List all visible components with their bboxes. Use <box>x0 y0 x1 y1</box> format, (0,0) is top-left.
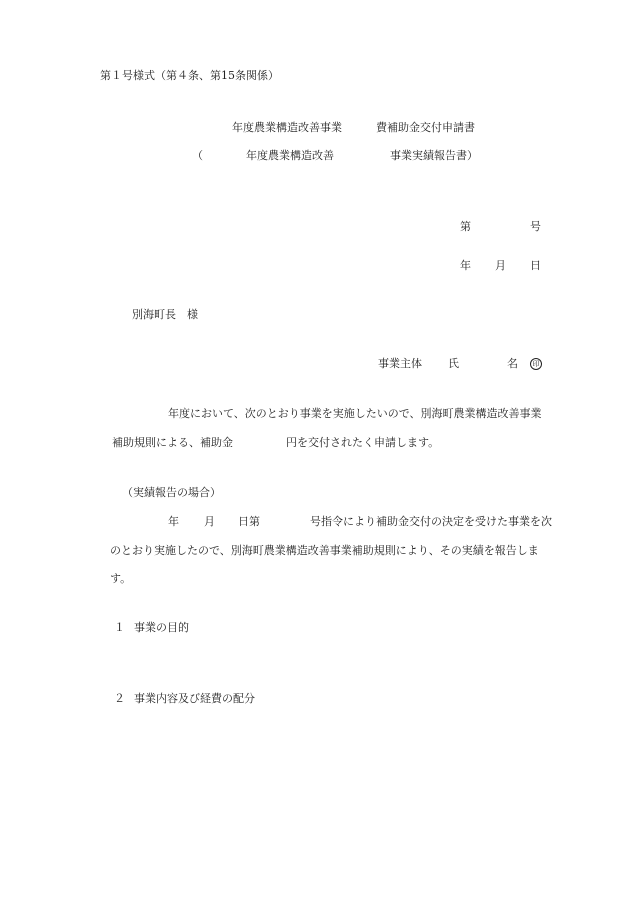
report-line1-day: 日第 <box>238 515 260 528</box>
report-line1-month: 月 <box>204 515 215 528</box>
date-day: 日 <box>530 259 541 272</box>
report-heading: （実績報告の場合） <box>122 486 221 499</box>
seal-mark-label: 印 <box>530 358 542 370</box>
title-line1-part1: 年度農業構造改善事業 <box>232 121 342 134</box>
report-line2: のとおり実施したので、別海町農業構造改善事業補助規則により、その実績を報告しま <box>110 544 539 557</box>
report-line1-year: 年 <box>168 515 179 528</box>
seal-mark-icon <box>530 357 542 370</box>
date-month: 月 <box>495 259 506 272</box>
section-1-number: １ <box>114 621 125 634</box>
title-line1-part2: 費補助金交付申請書 <box>376 121 475 134</box>
title-line2-part2: 事業実績報告書） <box>390 149 478 162</box>
body-line2-part1: 補助規則による、補助金 <box>112 436 233 449</box>
applicant-entity-label: 事業主体 <box>378 357 422 370</box>
title-line2-open-paren: （ <box>192 149 203 162</box>
date-year: 年 <box>460 259 471 272</box>
applicant-name-shi: 氏 <box>448 357 459 370</box>
body-line2-part2: 円を交付されたく申請します。 <box>286 436 440 449</box>
section-2-number: ２ <box>114 692 125 705</box>
body-line1: 年度において、次のとおり事業を実施したいので、別海町農業構造改善事業 <box>168 407 542 420</box>
form-label: 第１号様式（第４条、第15条関係） <box>100 69 279 82</box>
title-line2-part1: 年度農業構造改善 <box>246 149 334 162</box>
section-2-label: 事業内容及び経費の配分 <box>134 692 255 705</box>
applicant-name-mei: 名 <box>507 357 518 370</box>
doc-number-go: 号 <box>530 220 541 233</box>
addressee: 別海町長 様 <box>132 308 198 321</box>
section-1-label: 事業の目的 <box>134 621 189 634</box>
doc-number-dai: 第 <box>460 220 471 233</box>
report-line3: す。 <box>110 572 132 585</box>
report-line1-rest: 号指令により補助金交付の決定を受けた事業を次 <box>310 515 552 528</box>
